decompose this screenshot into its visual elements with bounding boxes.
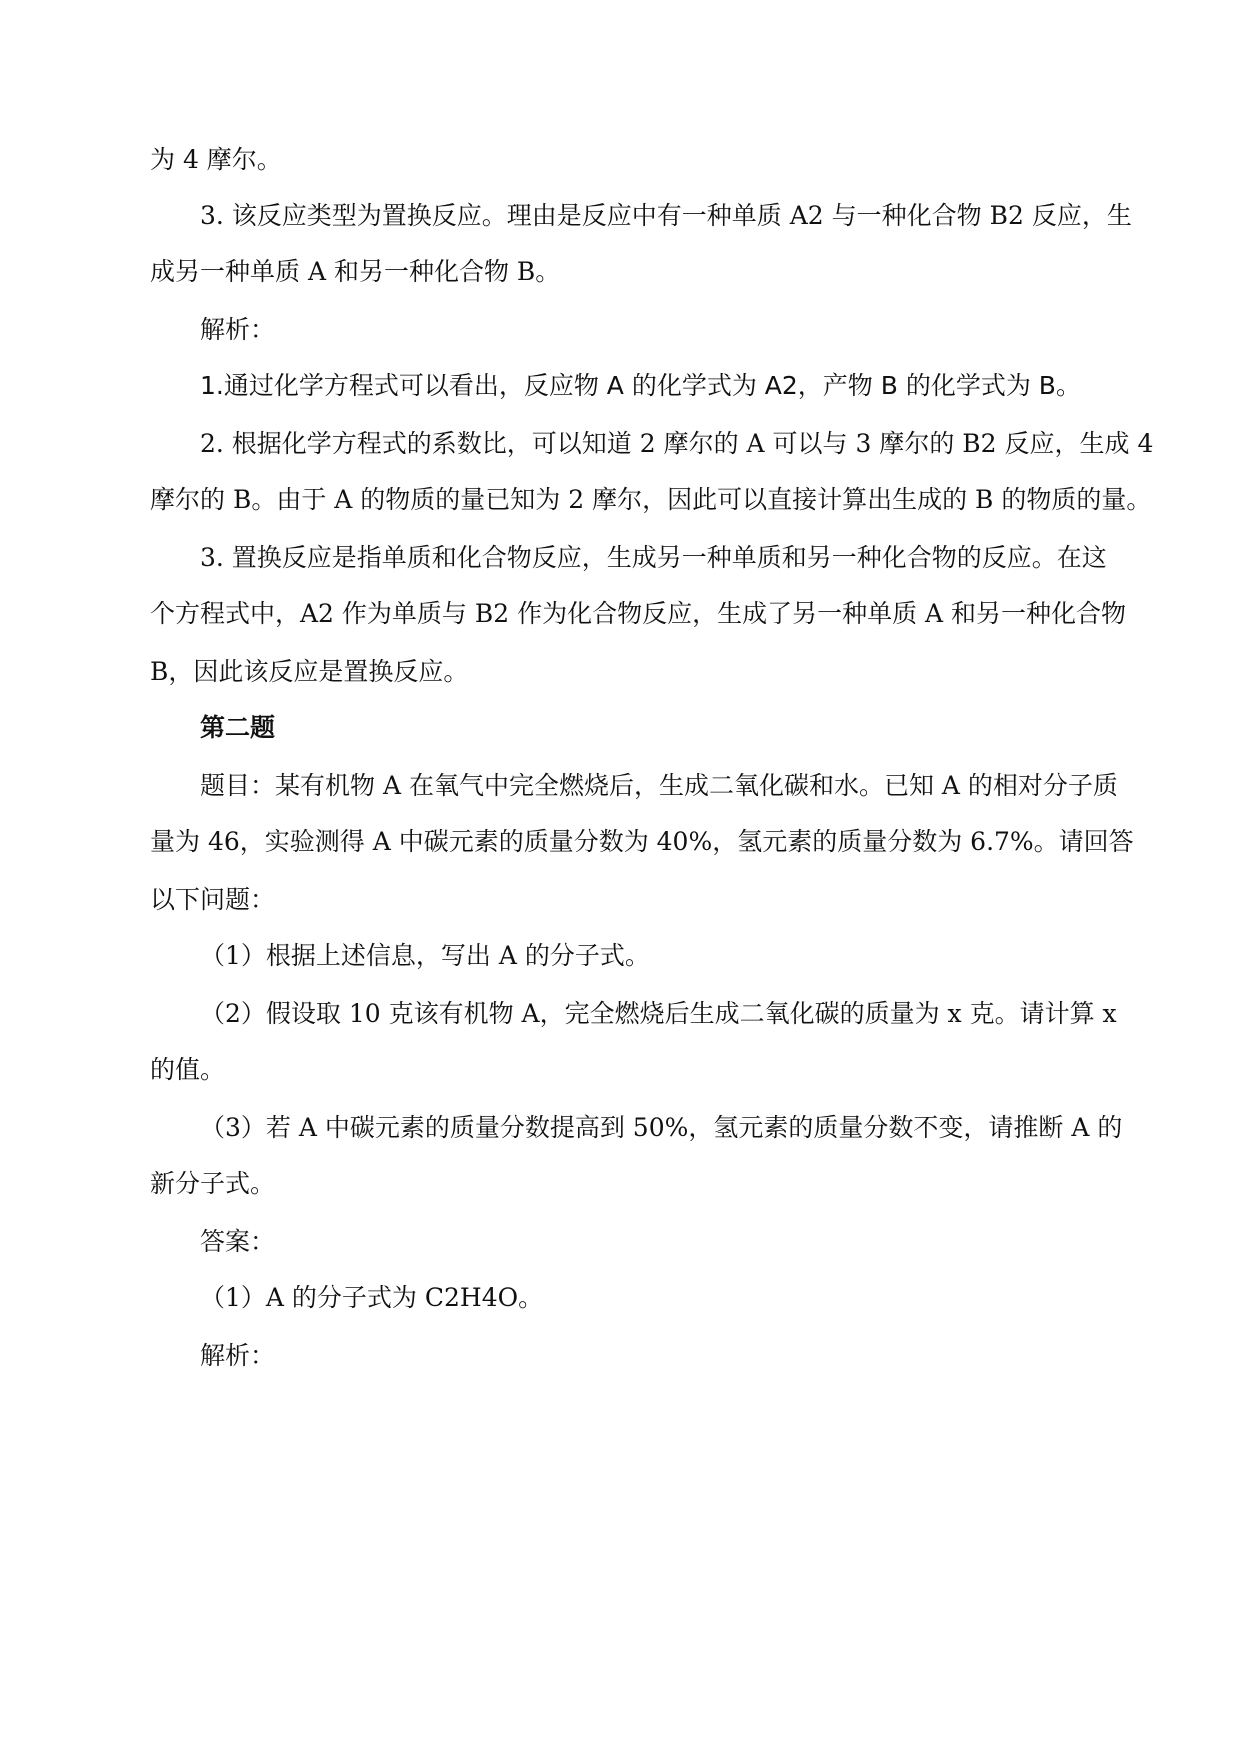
analysis-point-2-line-2: 摩尔的 B。由于 A 的物质的量已知为 2 摩尔，因此可以直接计算出生成的 B 的物质的量。 — [150, 485, 1152, 514]
answer-3-line-1: 3. 该反应类型为置换反应。理由是反应中有一种单质 A2 与一种化合物 B2 反应，生 — [200, 201, 1132, 230]
analysis-point-1: 1.通过化学方程式可以看出，反应物 A 的化学式为 A2，产物 B 的化学式为 B。 — [200, 371, 1081, 400]
sub-question-2-line-1: （2）假设取 10 克该有机物 A，完全燃烧后生成二氧化碳的质量为 x 克。请计算 x — [200, 999, 1117, 1028]
analysis-heading-1: 解析： — [200, 315, 276, 344]
question-2-stem-line-3: 以下问题： — [150, 885, 276, 914]
sub-question-3-line-1: （3）若 A 中碳元素的质量分数提高到 50%，氢元素的质量分数不变，请推断 A 的 — [200, 1113, 1123, 1142]
sub-question-3-line-2: 新分子式。 — [150, 1169, 276, 1198]
question-2-stem-line-2: 量为 46，实验测得 A 中碳元素的质量分数为 40%，氢元素的质量分数为 6.7%。请回答 — [150, 827, 1134, 856]
analysis-heading-2: 解析： — [200, 1341, 276, 1370]
answer-heading: 答案： — [200, 1227, 276, 1256]
analysis-point-3-line-2: 个方程式中，A2 作为单质与 B2 作为化合物反应，生成了另一种单质 A 和另一种化合物 — [150, 599, 1127, 628]
sub-question-2-line-2: 的值。 — [150, 1055, 226, 1084]
analysis-point-2-line-1: 2. 根据化学方程式的系数比，可以知道 2 摩尔的 A 可以与 3 摩尔的 B2 反应，生成 4 — [200, 429, 1154, 458]
question-2-heading: 第二题 — [200, 713, 276, 742]
analysis-point-3-line-3: B，因此该反应是置换反应。 — [150, 657, 469, 686]
analysis-point-3-line-1: 3. 置换反应是指单质和化合物反应，生成另一种单质和另一种化合物的反应。在这 — [200, 543, 1107, 572]
answer-1: （1）A 的分子式为 C2H4O。 — [200, 1283, 544, 1312]
sub-question-1: （1）根据上述信息，写出 A 的分子式。 — [200, 941, 650, 970]
question-2-stem-line-1: 题目：某有机物 A 在氧气中完全燃烧后，生成二氧化碳和水。已知 A 的相对分子质 — [200, 771, 1118, 800]
paragraph-line: 为 4 摩尔。 — [150, 145, 282, 174]
answer-3-line-2: 成另一种单质 A 和另一种化合物 B。 — [150, 257, 561, 286]
